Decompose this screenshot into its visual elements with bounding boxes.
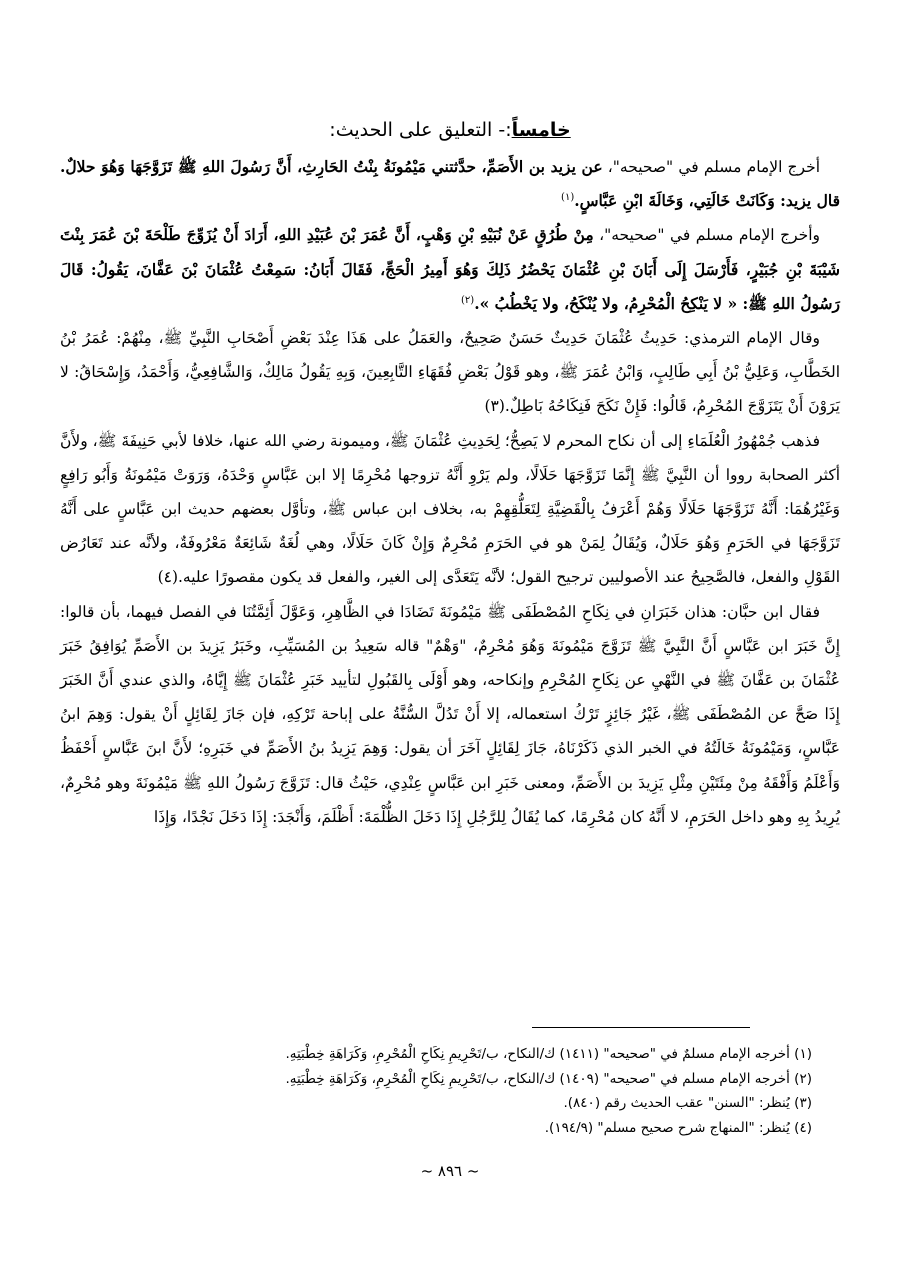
paragraph: فقال ابن حبَّان: هذان خَبَرَانِ في نِكَاحِ المُصْطَفَى ﷺ مَيْمُونَةَ تَضَادَا في الظَّاهِرِ، وَعَوَّلَ أَئِمَّتُنَا في الفصل فيهما، بأن قالوا: إِنَّ خَبَرَ ابن عَبَّاسٍ أَنَّ النَّبِيَّ ﷺ تَزَوَّجَ مَيْمُونَةَ وَهُوَ مُحْرِمٌ، "وَهْمٌ" قاله سَعِيدُ بن المُسَيِّبِ، وخَبَرُ يَزِيدَ بن الأَصَمِّ يُوَافِقُ خَبَرَ عُثْمَانَ بن عَفَّانَ ﷺ في النَّهْيِ عن نِكَاحِ المُحْرِمِ وإنكاحه، وهو أَوْلَى بِالقَبُولِ لتأييد خَبَرِ عُثْمَانَ ﷺ إِيَّاهُ، والذي عندي أَنَّ الخَبَرَ إِذَا صَحَّ عن المُصْطَفَى ﷺ، غَيْرُ جَائِزٍ تَرْكُ استعماله، إلا أَنْ تَدُلَّ السُّنَّةُ على إباحة تَرْكِهِ، فإن جَازَ لِقَائِلٍ أَنْ يقول: وَهِمَ ابنُ عَبَّاسٍ، وَمَيْمُونَةُ خَالَتُهُ في الخبر الذي ذَكَرْنَاهُ، جَازَ لِقَائِلٍ آخَرَ أن يقول: وَهِمَ يَزِيدُ بنُ الأَصَمِّ في خَبَرِهِ؛ لأَنَّ ابنَ عَبَّاسٍ أَحْفَظُ وَأَعْلَمُ وَأَفْقَهُ مِنْ مِئَتَيْنِ مِثْلِ يَزِيدَ بن الأَصَمِّ، ومعنى خَبَرِ ابن عَبَّاسٍ عِنْدِي، حَيْثُ قال: تَزَوَّجَ رَسُولُ اللهِ ﷺ مَيْمُونَةَ وهو مُحْرِمٌ، يُرِيدُ بِهِ وهو داخل الحَرَمِ، لا أَنَّهُ كان مُحْرِمًا، كما يُقَالُ لِلرَّجُلِ إِذَا دَخَلَ الظُّلْمَةَ: أَظْلَمَ، وَأَنْجَدَ: إِذَا دَخَلَ نَجْدًا، وَإِذَا [60, 602, 840, 826]
heading-lead: خامساً [511, 119, 571, 141]
paragraph-intro: أخرج الإمام مسلم في "صحيحه"، [602, 158, 820, 176]
footnote: (٤) يُنظر: "المنهاج شرح صحيح مسلم" (١٩٤/٩). [544, 1119, 812, 1136]
footnote-separator [532, 1027, 750, 1028]
footnote-ref: (١) [561, 192, 575, 204]
footnote: (٣) يُنظر: "السنن" عقب الحديث رقم (٨٤٠). [563, 1095, 812, 1111]
paragraph [60, 218, 840, 321]
paragraph: وقال الإمام الترمذي: حَدِيثُ عُثْمَانَ حَدِيثٌ حَسَنٌ صَحِيحٌ، والعَمَلُ على هَذَا عِنْدَ بَعْضِ أَصْحَابِ النَّبِيِّ ﷺ، مِنْهُمْ: عُمَرُ بْنُ الخَطَّابِ، وَعَلِيُّ بْنُ أَبِي طَالِبٍ، وَابْنُ عُمَرَ ﷺ، وهو قَوْلُ بَعْضِ فُقَهَاءِ التَّابِعِينَ، وَبِهِ يَقُولُ مَالِكٌ، وَالشَّافِعِيُّ، وَأَحْمَدُ، وَإِسْحَاقُ: لا يَرَوْنَ أَنْ يَتَزَوَّجَ المُحْرِمُ، قَالُوا: فَإِنْ نَكَحَ فَنِكَاحُهُ بَاطِلٌ.(٣) [60, 329, 841, 416]
body-text [60, 150, 840, 834]
paragraph: فذهب جُمْهُورُ الْعُلَمَاءِ إلى أن نكاح المحرم لا يَصِحُّ؛ لِحَدِيثِ عُثْمَانَ ﷺ، وميمونة رضي الله عنها، خلافا لأبي حَنِيفَةَ ﷺ، ولأَنَّ أكثر الصحابة رووا أن النَّبِيَّ ﷺ إِنَّمَا تَزَوَّجَهَا حَلَالًا، ولم يَرْوِ أَنَّهُ تزوجها مُحْرِمًا إلا ابن عَبَّاسٍ وَحْدَهُ، وَرَوَتْ مَيْمُونَةُ وَأَبُو رَافِعٍ وَغَيْرُهُمَا: أَنَّهُ تَزَوَّجَهَا حَلَالًا وَهُمْ أَعْرَفُ بِالْقَضِيَّةِ لِتَعَلُّقِهِمْ به، بخلاف ابن عباس ﷺ، وتأوَّل بعضهم حديث ابن عَبَّاسٍ على أَنَّهُ تَزَوَّجَهَا في الحَرَمِ وَهُوَ حَلَالٌ، وَيُقَالُ لِمَنْ هو في الحَرَمِ مُحْرِمٌ وَإِنْ كَانَ حَلَالًا، وهي لُغَةٌ شَائِعَةٌ مَعْرُوفَةٌ، ولأنَّه عند تَعَارُض القَوْلِ والفعل، فالصَّحِيحُ عند الأصوليين ترجيح القول؛ لأنَّه يَتَعَدَّى إلى الغير، والفعل قد يكون مقصورًا عليه.(٤) [60, 431, 840, 587]
footnote-ref: (٢) [461, 294, 475, 306]
footnotes [60, 1042, 812, 1140]
hadith-quote: عن يزيد بن الأَصَمِّ، حدَّثتني مَيْمُونَةُ بِنْتُ الحَارِثِ، أَنَّ رَسُولَ اللهِ ﷺ تَزَوَّجَهَا وَهُوَ حلالٌ. قال يزيد: وَكَانَتْ خَالَتِي، وَخَالَةَ ابْنِ عَبَّاسٍ. [60, 157, 840, 211]
footnote: (٢) أخرجه الإمام مسلم في "صحيحه" (١٤٠٩) ك/النكاح، ب/تَحْرِيمِ نِكَاحِ الْمُحْرِمِ، وَكَرَاهَةِ خِطْبَتِهِ. [285, 1070, 812, 1087]
page-number: ~ ٨٩٦ ~ [420, 1162, 480, 1180]
footnote: (١) أخرجه الإمام مسلمٌ في "صحيحه" (١٤١١) ك/النكاح، ب/تَحْرِيمِ نِكَاحِ الْمُحْرِمِ، وَكَرَاهَةِ خِطْبَتِهِ. [285, 1046, 812, 1062]
paragraph [60, 150, 840, 218]
hadith-quote: مِنْ طُرُقٍ عَنْ نُبَيْهِ بْنِ وَهْبٍ، أَنَّ عُمَرَ بْنَ عُبَيْدِ اللهِ، أَرَادَ أَنْ يُزَوِّجَ طَلْحَةَ بْنَ عُمَرَ بِنْتَ شَيْبَةَ بْنِ جُبَيْرٍ، فَأَرْسَلَ إِلَى أَبَانَ بْنِ عُثْمَانَ يَحْضُرُ ذَلِكَ وَهُوَ أَمِيرُ الْحَجِّ، فَقَالَ أَبَانُ: سَمِعْتُ عُثْمَانَ بْنَ عَفَّانَ، يَقُولُ: قَالَ رَسُولُ اللهِ ﷺ: « لا يَنْكِحُ الْمُحْرِمُ، ولا يُنْكَحُ، ولا يَخْطُبُ ». [60, 225, 840, 313]
section-heading [60, 118, 840, 142]
paragraph-intro: وأخرج الإمام مسلم في "صحيحه"، [593, 226, 820, 245]
heading-rest: :- التعليق على الحديث: [329, 119, 512, 141]
